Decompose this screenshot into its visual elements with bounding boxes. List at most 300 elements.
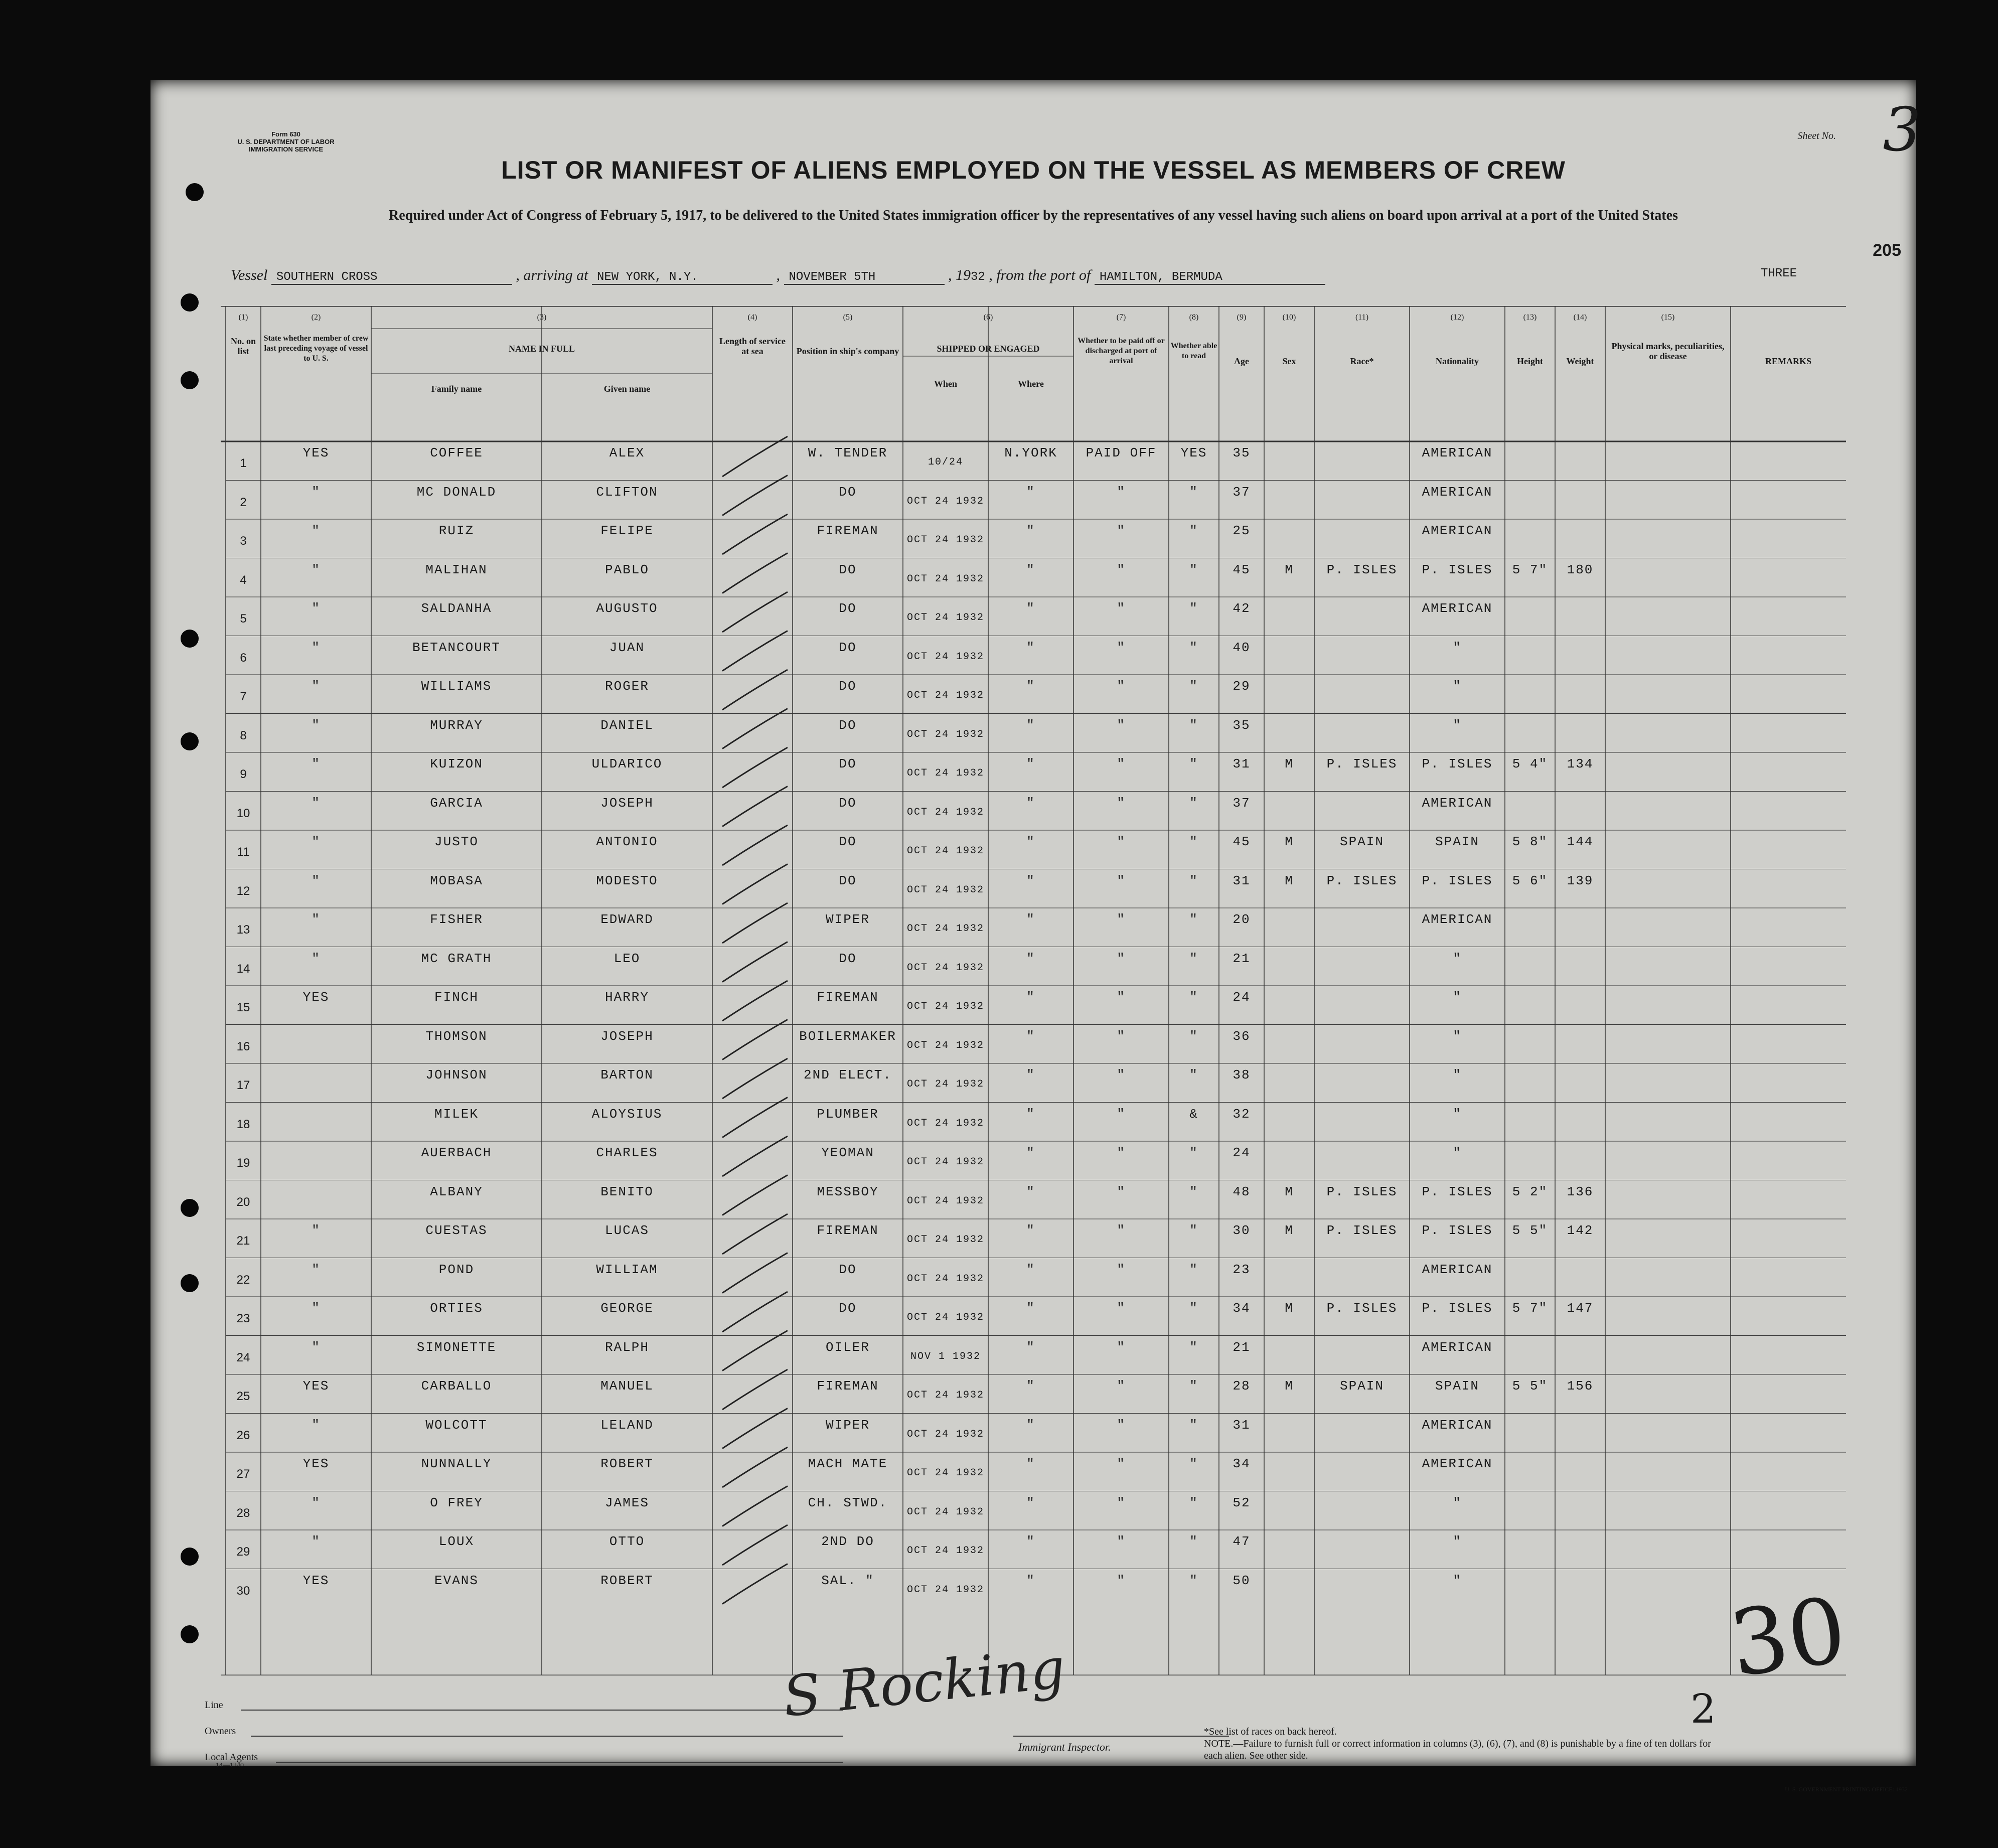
row-27-position: MACH MATE <box>808 1456 888 1471</box>
header-age: Age <box>1234 356 1249 366</box>
row-15-nationality: " <box>1453 990 1462 1005</box>
row-17-where: " <box>1026 1067 1035 1083</box>
row-2-where: " <box>1026 484 1035 500</box>
row-23-read: " <box>1189 1301 1198 1316</box>
row-3-nationality: AMERICAN <box>1422 523 1493 538</box>
inspector-signature: S Rocking <box>780 1635 1068 1730</box>
form-service: IMMIGRATION SERVICE <box>248 145 324 153</box>
row-23-nationality: P. ISLES <box>1422 1301 1493 1316</box>
row-6-given: JUAN <box>609 640 645 655</box>
row-26-family: WOLCOTT <box>425 1417 488 1433</box>
row-3-family: RUIZ <box>438 523 475 538</box>
row-26-position: WIPER <box>825 1417 870 1433</box>
row-28-nationality: " <box>1453 1495 1462 1510</box>
row-13-when: OCT 24 1932 <box>906 923 985 935</box>
row-20-age: 48 <box>1233 1184 1251 1199</box>
row-26-paid: " <box>1117 1417 1126 1433</box>
row-8-prev: " <box>312 717 321 733</box>
row-24-age: 21 <box>1233 1339 1251 1355</box>
row-22-age: 23 <box>1233 1262 1251 1277</box>
row-19-nationality: " <box>1453 1145 1462 1160</box>
row-4-where: " <box>1026 562 1035 577</box>
row-23-age: 34 <box>1233 1301 1251 1316</box>
col-number: (5) <box>843 313 853 322</box>
row-21-position: FIREMAN <box>817 1223 879 1238</box>
row-25-family: CARBALLO <box>421 1378 492 1394</box>
row-29-prev: " <box>312 1534 321 1549</box>
col-number: (2) <box>311 313 321 322</box>
row-20-sex: M <box>1285 1184 1294 1199</box>
row-1-where: N.YORK <box>1004 445 1057 460</box>
row-22-paid: " <box>1117 1262 1126 1277</box>
row-2-when: OCT 24 1932 <box>906 495 985 507</box>
row-11-height: 5 8" <box>1512 834 1548 849</box>
row-2-read: " <box>1189 484 1198 500</box>
row-4-paid: " <box>1117 562 1126 577</box>
row-11-paid: " <box>1117 834 1126 849</box>
row-12-position: DO <box>839 873 857 888</box>
row-12-sex: M <box>1285 873 1294 888</box>
row-14-family: MC GRATH <box>421 951 492 966</box>
row-30-position: SAL. " <box>821 1573 874 1588</box>
row-24-family: SIMONETTE <box>416 1339 497 1355</box>
row-28-paid: " <box>1117 1495 1126 1510</box>
row-25-height: 5 5" <box>1512 1378 1548 1394</box>
row-11-where: " <box>1026 834 1035 849</box>
owners-field <box>251 1736 843 1737</box>
row-24-given: RALPH <box>604 1339 649 1355</box>
row-27-given: ROBERT <box>600 1456 654 1471</box>
row-19-paid: " <box>1117 1145 1126 1160</box>
row-4-prev: " <box>312 562 321 577</box>
row-14-prev: " <box>312 951 321 966</box>
row-25-age: 28 <box>1233 1378 1251 1394</box>
row-24-read: " <box>1189 1339 1198 1355</box>
row-26-given: LELAND <box>600 1417 654 1433</box>
row-1-when: 10/24 <box>928 456 963 468</box>
row-4-family: MALIHAN <box>425 562 488 577</box>
row-5-age: 42 <box>1233 601 1251 616</box>
row-20-nationality: P. ISLES <box>1422 1184 1493 1199</box>
row-18-family: MILEK <box>434 1106 479 1122</box>
row-28-family: O FREY <box>430 1495 483 1510</box>
row-26-no: 26 <box>236 1428 250 1442</box>
row-5-position: DO <box>839 601 857 616</box>
row-22-where: " <box>1026 1262 1035 1277</box>
row-21-read: " <box>1189 1223 1198 1238</box>
row-1-prev: YES <box>302 445 330 460</box>
row-17-read: " <box>1189 1067 1198 1083</box>
col-number: (3) <box>537 313 547 322</box>
header-name-in-full: NAME IN FULL <box>508 344 575 354</box>
row-17-no: 17 <box>236 1079 250 1092</box>
owners-label: Owners <box>205 1726 236 1737</box>
row-12-race: P. ISLES <box>1326 873 1398 888</box>
row-28-position: CH. STWD. <box>808 1495 888 1510</box>
row-8-position: DO <box>839 717 857 733</box>
header-where: Where <box>1018 379 1044 389</box>
row-7-read: " <box>1189 679 1198 694</box>
row-19-given: CHARLES <box>596 1145 658 1160</box>
row-22-given: WILLIAM <box>596 1262 658 1277</box>
header-sex: Sex <box>1282 356 1296 366</box>
binder-hole <box>181 630 199 648</box>
header-paid-off: Whether to be paid off or discharged at port of arrival <box>1078 337 1165 365</box>
row-11-when: OCT 24 1932 <box>906 845 985 857</box>
row-23-height: 5 7" <box>1512 1301 1548 1316</box>
row-29-given: OTTO <box>609 1534 645 1549</box>
row-6-paid: " <box>1117 640 1126 655</box>
row-7-position: DO <box>839 679 857 694</box>
row-20-position: MESSBOY <box>817 1184 879 1199</box>
arrival-year: 32 <box>971 270 985 284</box>
row-9-sex: M <box>1285 756 1294 772</box>
row-29-age: 47 <box>1233 1534 1251 1549</box>
row-21-race: P. ISLES <box>1326 1223 1398 1238</box>
row-27-prev: YES <box>302 1456 330 1471</box>
row-8-no: 8 <box>240 728 247 742</box>
header-remarks: REMARKS <box>1765 356 1811 366</box>
row-4-read: " <box>1189 562 1198 577</box>
row-10-age: 37 <box>1233 795 1251 811</box>
row-30-given: ROBERT <box>600 1573 654 1588</box>
signature-line <box>1013 1736 1229 1737</box>
row-10-when: OCT 24 1932 <box>906 806 985 818</box>
row-30-where: " <box>1026 1573 1035 1588</box>
row-8-nationality: " <box>1453 717 1462 733</box>
crew-table <box>221 306 1846 1675</box>
header-physical-marks: Physical marks, peculiarities, or disease <box>1611 341 1725 361</box>
binder-hole <box>181 732 199 750</box>
row-24-paid: " <box>1117 1339 1126 1355</box>
row-23-race: P. ISLES <box>1326 1301 1398 1316</box>
row-28-given: JAMES <box>604 1495 649 1510</box>
row-8-given: DANIEL <box>600 717 654 733</box>
row-15-paid: " <box>1117 990 1126 1005</box>
row-21-height: 5 5" <box>1512 1223 1548 1238</box>
row-27-where: " <box>1026 1456 1035 1471</box>
row-10-read: " <box>1189 795 1198 811</box>
row-12-when: OCT 24 1932 <box>906 884 985 896</box>
row-13-age: 20 <box>1233 912 1251 927</box>
row-7-paid: " <box>1117 679 1126 694</box>
row-17-position: 2ND ELECT. <box>803 1067 892 1083</box>
row-12-family: MOBASA <box>430 873 483 888</box>
row-4-race: P. ISLES <box>1326 562 1398 577</box>
row-12-read: " <box>1189 873 1198 888</box>
binder-hole <box>181 293 199 312</box>
agents-code: 14—1240 <box>216 1762 244 1769</box>
row-5-when: OCT 24 1932 <box>906 612 985 624</box>
row-13-prev: " <box>312 912 321 927</box>
col-number: (9) <box>1237 313 1247 322</box>
row-15-where: " <box>1026 990 1035 1005</box>
row-10-position: DO <box>839 795 857 811</box>
row-5-paid: " <box>1117 601 1126 616</box>
sheet-number-block <box>1797 95 1921 165</box>
row-6-nationality: " <box>1453 640 1462 655</box>
header-when: When <box>934 379 957 389</box>
row-27-nationality: AMERICAN <box>1422 1456 1493 1471</box>
row-10-given: JOSEPH <box>600 795 654 811</box>
col-number: (7) <box>1116 313 1126 322</box>
binder-hole <box>186 183 204 201</box>
printer-imprint: U. S. GOVERNMENT PRINTING OFFICE: 1932 <box>1785 1786 1908 1793</box>
row-28-age: 52 <box>1233 1495 1251 1510</box>
row-11-weight: 144 <box>1567 834 1594 849</box>
row-16-position: BOILERMAKER <box>799 1028 896 1044</box>
col-number: (12) <box>1450 313 1464 322</box>
row-12-height: 5 6" <box>1512 873 1548 888</box>
row-4-position: DO <box>839 562 857 577</box>
line-label: Line <box>205 1700 223 1711</box>
row-17-when: OCT 24 1932 <box>906 1079 985 1090</box>
vessel-name: SOUTHERN CROSS <box>271 270 512 285</box>
row-12-paid: " <box>1117 873 1126 888</box>
row-4-age: 45 <box>1233 562 1251 577</box>
row-27-age: 34 <box>1233 1456 1251 1471</box>
row-15-read: " <box>1189 990 1198 1005</box>
row-14-paid: " <box>1117 951 1126 966</box>
header-given-name: Given name <box>603 384 651 394</box>
row-16-age: 36 <box>1233 1028 1251 1044</box>
row-12-weight: 139 <box>1567 873 1594 888</box>
row-11-family: JUSTO <box>434 834 479 849</box>
row-4-height: 5 7" <box>1512 562 1548 577</box>
row-10-family: GARCIA <box>430 795 483 811</box>
row-29-when: OCT 24 1932 <box>906 1545 985 1557</box>
row-25-race: SPAIN <box>1339 1378 1384 1394</box>
row-21-given: LUCAS <box>604 1223 649 1238</box>
row-30-prev: YES <box>302 1573 330 1588</box>
row-14-age: 21 <box>1233 951 1251 966</box>
row-9-race: P. ISLES <box>1326 756 1398 772</box>
row-7-family: WILLIAMS <box>421 679 492 694</box>
row-10-prev: " <box>312 795 321 811</box>
row-24-position: OILER <box>825 1339 870 1355</box>
row-20-height: 5 2" <box>1512 1184 1548 1199</box>
row-16-when: OCT 24 1932 <box>906 1039 985 1051</box>
row-14-nationality: " <box>1453 951 1462 966</box>
row-15-age: 24 <box>1233 990 1251 1005</box>
row-4-sex: M <box>1285 562 1294 577</box>
header-weight: Weight <box>1566 356 1594 366</box>
row-1-age: 35 <box>1233 445 1251 460</box>
row-29-family: LOUX <box>438 1534 475 1549</box>
row-6-prev: " <box>312 640 321 655</box>
row-20-family: ALBANY <box>430 1184 483 1199</box>
row-10-nationality: AMERICAN <box>1422 795 1493 811</box>
line-field <box>241 1710 843 1711</box>
binder-hole <box>181 1274 199 1292</box>
row-2-paid: " <box>1117 484 1126 500</box>
row-6-position: DO <box>839 640 857 655</box>
row-2-position: DO <box>839 484 857 500</box>
vessel-label: Vessel <box>231 267 268 283</box>
row-12-prev: " <box>312 873 321 888</box>
row-1-family: COFFEE <box>430 445 483 460</box>
row-13-paid: " <box>1117 912 1126 927</box>
row-25-where: " <box>1026 1378 1035 1394</box>
row-12-given: MODESTO <box>596 873 658 888</box>
row-3-when: OCT 24 1932 <box>906 534 985 546</box>
col-number: (8) <box>1189 313 1199 322</box>
row-11-read: " <box>1189 834 1198 849</box>
row-28-when: OCT 24 1932 <box>906 1506 985 1518</box>
handwritten-total: 30 <box>1724 1578 1853 1698</box>
row-21-when: OCT 24 1932 <box>906 1234 985 1246</box>
row-7-given: ROGER <box>604 679 649 694</box>
row-18-age: 32 <box>1233 1106 1251 1122</box>
row-8-when: OCT 24 1932 <box>906 728 985 740</box>
row-26-where: " <box>1026 1417 1035 1433</box>
row-3-read: " <box>1189 523 1198 538</box>
row-16-no: 16 <box>236 1039 250 1053</box>
row-25-sex: M <box>1285 1378 1294 1394</box>
row-18-read: & <box>1189 1106 1198 1122</box>
row-14-no: 14 <box>236 962 250 976</box>
row-20-race: P. ISLES <box>1326 1184 1398 1199</box>
header-position: Position in ship's company <box>796 346 899 356</box>
row-21-nationality: P. ISLES <box>1422 1223 1493 1238</box>
header-nationality: Nationality <box>1435 356 1479 366</box>
row-20-when: OCT 24 1932 <box>906 1195 985 1207</box>
row-30-read: " <box>1189 1573 1198 1588</box>
row-6-family: BETANCOURT <box>412 640 501 655</box>
row-28-where: " <box>1026 1495 1035 1510</box>
row-7-age: 29 <box>1233 679 1251 694</box>
row-2-nationality: AMERICAN <box>1422 484 1493 500</box>
row-14-given: LEO <box>613 951 641 966</box>
row-11-age: 45 <box>1233 834 1251 849</box>
row-25-nationality: SPAIN <box>1435 1378 1479 1394</box>
row-29-nationality: " <box>1453 1534 1462 1549</box>
row-26-age: 31 <box>1233 1417 1251 1433</box>
row-29-read: " <box>1189 1534 1198 1549</box>
row-18-position: PLUMBER <box>817 1106 879 1122</box>
row-29-no: 29 <box>236 1545 250 1559</box>
row-30-age: 50 <box>1233 1573 1251 1588</box>
row-10-paid: " <box>1117 795 1126 811</box>
row-5-no: 5 <box>240 612 247 626</box>
row-13-read: " <box>1189 912 1198 927</box>
row-19-read: " <box>1189 1145 1198 1160</box>
row-5-prev: " <box>312 601 321 616</box>
row-3-where: " <box>1026 523 1035 538</box>
row-27-when: OCT 24 1932 <box>906 1467 985 1479</box>
row-3-paid: " <box>1117 523 1126 538</box>
sheet-number: 3 <box>1883 95 1921 165</box>
row-18-nationality: " <box>1453 1106 1462 1122</box>
row-1-no: 1 <box>240 456 247 470</box>
row-22-when: OCT 24 1932 <box>906 1273 985 1285</box>
row-8-age: 35 <box>1233 717 1251 733</box>
row-26-read: " <box>1189 1417 1198 1433</box>
col-number: (11) <box>1355 313 1369 322</box>
row-23-weight: 147 <box>1567 1301 1594 1316</box>
row-22-position: DO <box>839 1262 857 1277</box>
row-3-age: 25 <box>1233 523 1251 538</box>
row-20-paid: " <box>1117 1184 1126 1199</box>
row-28-read: " <box>1189 1495 1198 1510</box>
row-25-position: FIREMAN <box>817 1378 879 1394</box>
handwritten-mark: 2 <box>1690 1685 1716 1732</box>
row-9-age: 31 <box>1233 756 1251 772</box>
row-5-nationality: AMERICAN <box>1422 601 1493 616</box>
row-5-given: AUGUSTO <box>596 601 658 616</box>
header-shipped-engaged: SHIPPED OR ENGAGED <box>937 344 1040 354</box>
row-19-when: OCT 24 1932 <box>906 1156 985 1168</box>
row-27-read: " <box>1189 1456 1198 1471</box>
row-14-position: DO <box>839 951 857 966</box>
row-21-weight: 142 <box>1567 1223 1594 1238</box>
binder-hole <box>181 1625 199 1643</box>
row-11-position: DO <box>839 834 857 849</box>
row-4-nationality: P. ISLES <box>1422 562 1493 577</box>
row-21-sex: M <box>1285 1223 1294 1238</box>
row-24-when: NOV 1 1932 <box>910 1350 981 1362</box>
row-21-prev: " <box>312 1223 321 1238</box>
form-department: U. S. DEPARTMENT OF LABOR <box>237 138 335 145</box>
row-11-race: SPAIN <box>1339 834 1384 849</box>
row-18-when: OCT 24 1932 <box>906 1117 985 1129</box>
header-length-of-service: Length of service at sea <box>719 336 786 356</box>
row-4-weight: 180 <box>1567 562 1594 577</box>
row-12-where: " <box>1026 873 1035 888</box>
row-8-where: " <box>1026 717 1035 733</box>
col-number: (13) <box>1523 313 1537 322</box>
row-13-nationality: AMERICAN <box>1422 912 1493 927</box>
row-2-given: CLIFTON <box>596 484 658 500</box>
row-3-no: 3 <box>240 534 247 548</box>
row-7-nationality: " <box>1453 679 1462 694</box>
row-16-read: " <box>1189 1028 1198 1044</box>
row-10-where: " <box>1026 795 1035 811</box>
row-8-read: " <box>1189 717 1198 733</box>
row-30-when: OCT 24 1932 <box>906 1584 985 1596</box>
row-7-no: 7 <box>240 690 247 703</box>
row-7-where: " <box>1026 679 1035 694</box>
row-6-no: 6 <box>240 651 247 665</box>
row-9-weight: 134 <box>1567 756 1594 772</box>
row-9-family: KUIZON <box>430 756 483 772</box>
row-11-prev: " <box>312 834 321 849</box>
row-4-when: OCT 24 1932 <box>906 573 985 585</box>
document-subtitle: Required under Act of Congress of February 5, 1917, to be delivered to the United States immigration officer by the representatives of any vessel having such aliens on board upon arrival at a port of the United States <box>389 208 1678 223</box>
row-1-nationality: AMERICAN <box>1422 445 1493 460</box>
col-number: (4) <box>747 313 757 322</box>
row-21-where: " <box>1026 1223 1035 1238</box>
row-19-where: " <box>1026 1145 1035 1160</box>
row-19-position: YEOMAN <box>821 1145 874 1160</box>
col-number: (6) <box>983 313 993 322</box>
row-12-no: 12 <box>236 884 250 898</box>
row-27-family: NUNNALLY <box>421 1456 492 1471</box>
row-25-read: " <box>1189 1378 1198 1394</box>
row-21-no: 21 <box>236 1234 250 1248</box>
row-30-nationality: " <box>1453 1573 1462 1588</box>
voyage-line: Vessel SOUTHERN CROSS , arriving at NEW YORK, N.Y. , NOVEMBER 5TH , 1932 , from the port of HAMILTON, BERMUDA THREE <box>231 267 1797 284</box>
inspector-label: Immigrant Inspector. <box>1018 1741 1111 1753</box>
agents-label: Local Agents <box>205 1752 258 1763</box>
row-25-given: MANUEL <box>600 1378 654 1394</box>
number-word: THREE <box>1761 267 1797 280</box>
row-7-prev: " <box>312 679 321 694</box>
row-19-family: AUERBACH <box>421 1145 492 1160</box>
arrival-date: NOVEMBER 5TH <box>784 270 945 285</box>
row-22-nationality: AMERICAN <box>1422 1262 1493 1277</box>
row-26-nationality: AMERICAN <box>1422 1417 1493 1433</box>
